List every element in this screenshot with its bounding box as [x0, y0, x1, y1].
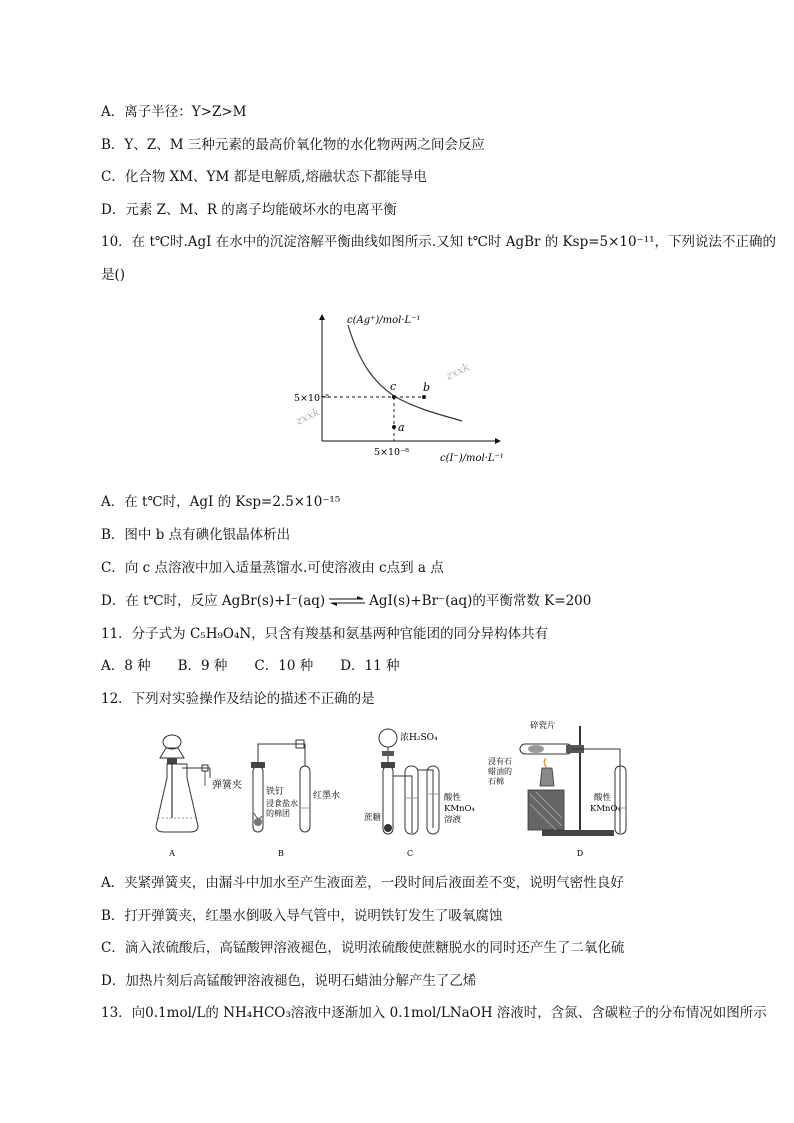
- label-nail: 铁钉: [266, 787, 285, 797]
- point-b: [422, 395, 426, 399]
- x-tick-label: 5×10⁻⁸: [374, 447, 409, 458]
- label-a: A: [169, 849, 175, 858]
- label-porcelain: 碎瓷片: [530, 721, 556, 731]
- q9-option-a: A．离子半径：Y>Z>M: [101, 104, 247, 120]
- label-b: b: [423, 381, 431, 394]
- label-sucrose: 蔗糖: [364, 813, 382, 823]
- label-conc-sulfuric: 浓H₂SO₄: [400, 733, 438, 743]
- q10-solubility-graph: [290, 305, 520, 470]
- apparatus-c: [364, 729, 475, 858]
- q13-stem: 13．向0.1mol/L的 NH₄HCO₃溶液中逐渐加入 0.1mol/LNaOH 溶液时，含氮、含碳粒子的分布情况如图所示: [101, 1005, 767, 1021]
- point-a: [392, 425, 396, 429]
- q9-option-d: D．元素 Z、M、R 的离子均能破坏水的电离平衡: [101, 202, 397, 218]
- q10-stem-line1: 10．在 t℃时.AgI 在水中的沉淀溶解平衡曲线如图所示.又知 t℃时 AgBr 的 Ksp=5×10⁻¹¹，下列说法不正确的: [101, 234, 777, 250]
- q10-option-b: B．图中 b 点有碘化银晶体析出: [101, 527, 291, 543]
- solubility-curve-figure: [290, 305, 520, 470]
- q12-option-b: B．打开弹簧夹，红墨水倒吸入导气管中，说明铁钉发生了吸氧腐蚀: [101, 908, 503, 924]
- q9-option-b: B．Y、Z、M 三种元素的最高价氧化物的水化物两两之间会反应: [101, 137, 485, 153]
- label-a: a: [398, 421, 405, 434]
- q9-option-c: C．化合物 XM、YM 都是电解质,熔融状态下都能导电: [101, 169, 427, 185]
- apparatus-a: [156, 735, 242, 858]
- apparatus-d: [488, 720, 626, 858]
- label-kmno4-d-1: 酸性: [594, 793, 612, 803]
- q10-stem-line2: 是(): [101, 267, 126, 283]
- label-wax-1: 浸有石: [488, 757, 512, 766]
- q12-stem: 12．下列对实验操作及结论的描述不正确的是: [101, 691, 375, 707]
- label-d: D: [576, 849, 584, 858]
- label-kmno4-c-1: 酸性: [444, 793, 462, 803]
- q12-option-d: D．加热片刻后高锰酸钾溶液褪色，说明石蜡油分解产生了乙烯: [101, 973, 477, 989]
- watermark-left: zxxk: [293, 405, 322, 428]
- label-red-ink: 红墨水: [313, 791, 341, 801]
- label-kmno4-c-2: KMnO₄: [444, 804, 475, 814]
- q10-option-d: [101, 592, 591, 610]
- q10-option-d-reactants: D．在 t℃时，反应 AgBr(s)+I⁻(aq): [101, 593, 326, 609]
- q12-option-c: C．滴入浓硫酸后，高锰酸钾溶液褪色，说明浓硫酸使蔗糖脱水的同时还产生了二氧化硫: [101, 940, 625, 956]
- label-wax-2: 蜡油的: [488, 767, 512, 776]
- y-tick-label: 5×10⁻⁸: [294, 393, 329, 404]
- label-wax-3: 石棉: [488, 777, 504, 786]
- point-c: [392, 395, 396, 399]
- q10-option-d-products: AgI(s)+Br⁻(aq)的平衡常数 K=200: [369, 593, 592, 609]
- label-clamp-a: 弹簧夹: [212, 780, 242, 791]
- label-kmno4-d-2: KMnO₄: [590, 804, 621, 814]
- q11-stem: 11．分子式为 C₅H₉O₄N，只含有羧基和氨基两种官能团的同分异构体共有: [101, 626, 549, 642]
- q12-apparatus-figure: [150, 718, 650, 863]
- label-c: C: [406, 849, 414, 858]
- label-b: B: [278, 849, 284, 858]
- q10-option-c: C．向 c 点溶液中加入适量蒸馏水.可使溶液由 c点到 a 点: [101, 560, 444, 576]
- label-c: c: [390, 380, 397, 393]
- q10-option-a: A．在 t℃时，AgI 的 Ksp=2.5×10⁻¹⁵: [101, 494, 341, 510]
- label-kmno4-c-3: 溶液: [444, 815, 462, 825]
- x-axis-label: c(I⁻)/mol·L⁻¹: [440, 453, 504, 464]
- equilibrium-arrow-icon: [327, 595, 367, 607]
- label-cotton-2: 的棉团: [266, 809, 290, 818]
- label-cotton-1: 浸食盐水: [266, 799, 298, 808]
- apparatus-drawing: [150, 718, 650, 863]
- q11-options: A．8 种 B．9 种 C．10 种 D．11 种: [101, 658, 400, 674]
- apparatus-b: [251, 740, 340, 858]
- watermark-right: zxxk: [443, 360, 472, 383]
- y-axis-label: c(Ag⁺)/mol·L⁻¹: [347, 315, 421, 326]
- q12-option-a: A．夹紧弹簧夹，由漏斗中加水至产生液面差，一段时间后液面差不变，说明气密性良好: [101, 875, 624, 891]
